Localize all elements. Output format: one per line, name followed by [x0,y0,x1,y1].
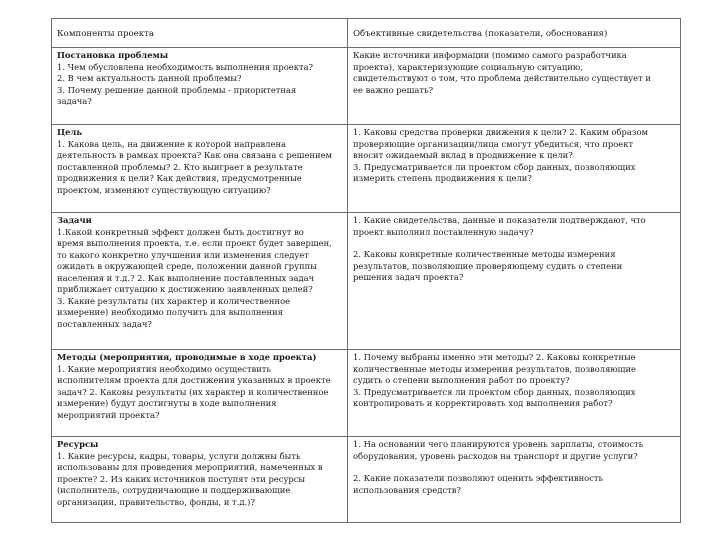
text-line: продвижения к цели? Как действия, предусмотренные [57,173,302,183]
row-title: Цель [57,127,83,137]
text-line: 3. Какие результаты (их характер и количественное [57,295,291,306]
cell-methods-evidence [348,350,680,436]
header-evidence: Объективные свидетельства (показатели, обоснования) [353,29,608,39]
row-title: Ресурсы [57,439,99,449]
cell-resources-evidence [348,437,680,522]
text-line: мероприятий проекта? [57,409,160,420]
text-line: измерение) будут достигнуты в ходе выполнения [57,398,277,408]
text-line: задача? [57,96,92,106]
cell-methods-question [52,350,348,436]
text-line: организации, правительство, фонды, и т.д.)? [57,496,255,507]
text-line: свидетельствуют о том, что проблема действительно существует и [353,73,651,83]
text-line: ожидать в окружающей среде, положении данной группы [57,261,317,271]
text-line: поставленных задач? [57,318,152,329]
text-line: ее важно решать? [353,84,434,95]
cell-tasks-question [52,213,348,349]
text-line: вносит ожидаемый вклад в продвижение к цели? [353,150,573,160]
text-line: 1. Каковы средства проверки движения к цели? 2. Каким образом [353,127,649,137]
text-line: населения и т.д.? 2. Как выполнение поставленных задач [57,272,315,283]
table-row-resources [52,436,680,522]
cell-tasks-evidence [348,213,680,349]
table-row-methods [52,349,680,436]
text-line: 2. Какие показатели позволяют оценить эффективность [353,473,604,483]
text-line: судить о степени выполнения работ по проекту? [353,375,570,385]
text-line: время выполнения проекта, т.е. если проект будет завершен, [57,238,332,248]
table-row-tasks [52,212,680,349]
cell-problem-evidence [348,48,680,124]
text-line: то какого конкретно улучшения или изменения следует [57,249,309,260]
paragraph-gap [353,462,675,473]
text-line: проектом, изменяют существующую ситуацию? [57,184,271,195]
text-line: 3. Предусматривается ли проектом сбор данных, позволяющих [353,386,636,397]
cell-resources-question [52,437,348,522]
text-line: деятельность в рамках проекта? Как она связана с решением [57,150,333,160]
text-line: (исполнитель, сотрудничающие и поддерживающие [57,485,291,495]
cell-goal-question [52,125,348,212]
text-line: измерение) необходимо получить для выполнения [57,307,283,317]
text-line: контролировать и корректировать ход выполнения работ? [353,398,613,408]
text-line: использованы для проведения мероприятий, намеченных в [57,462,323,472]
text-line: 3. Предусматривается ли проектом сбор данных, позволяющих [353,161,636,172]
text-line: задач? 2. Каковы результаты (их характер и количественное [57,386,329,397]
text-line: проекте? 2. Из каких источников поступят эти ресурсы [57,473,306,484]
text-line: 2. В чем актуальность данной проблемы? [57,73,242,83]
text-line: 1. Какие свидетельства, данные и показатели подтверждают, что [353,215,646,225]
text-line: оборудования, уровень расходов на транспорт и другие услуги? [353,450,638,461]
text-line: количественные методы измерения результатов, позволяющие [353,363,636,374]
cell-goal-evidence [348,125,680,212]
text-line: Какие источники информации (помимо самого разработчика [353,50,627,60]
text-line: исполнителям проекта для достижения указанных в проекте [57,375,331,385]
text-line: поставленной проблемы? 2. Кто выиграет в результате [57,161,303,172]
text-line: 1. Какие мероприятия необходимо осуществить [57,363,271,374]
paragraph-gap [353,238,675,249]
text-line: 1. Почему выбраны именно эти методы? 2. Каковы конкретные [353,352,636,362]
row-title: Задачи [57,215,92,225]
text-line: измерить степень продвижения к цели? [353,173,532,183]
table-row-problem [52,47,680,124]
text-line: 1. Какие ресурсы, кадры, товары, услуги должны быть [57,450,301,461]
table-header-row [52,19,680,47]
text-line: 1. Чем обусловлена необходимость выполнения проекта? [57,61,314,72]
row-title: Методы (мероприятия, проводимые в ходе проекта) [57,352,317,362]
text-line: 1. Какова цель, на движение к которой направлена [57,138,287,149]
text-line: использования средств? [353,484,461,495]
header-components: Компоненты проекта [52,19,348,47]
table-row-goal [52,124,680,212]
text-line: проверяющие организации/лица смогут убедиться, что проект [353,138,634,149]
cell-problem-question [52,48,348,124]
text-line: проект выполнил поставленную задачу? [353,226,534,237]
text-line: 2. Каковы конкретные количественные методы измерения [353,249,616,259]
text-line: приближает ситуацию к достижению заявленных целей? [57,284,313,294]
row-title: Постановка проблемы [57,50,169,60]
requirements-table [51,18,681,523]
text-line: результатов, позволяющие проверяющему судить о степени [353,260,623,271]
text-line: 1.Какой конкретный эффект должен быть достигнут во [57,226,304,237]
text-line: 3. Почему решение данной проблемы - приоритетная [57,84,297,95]
text-line: решения задач проекта? [353,272,464,282]
text-line: 1. На основании чего планируются уровень зарплаты, стоимость [353,439,644,449]
text-line: проекта), характеризующие социальную ситуацию, [353,61,583,72]
